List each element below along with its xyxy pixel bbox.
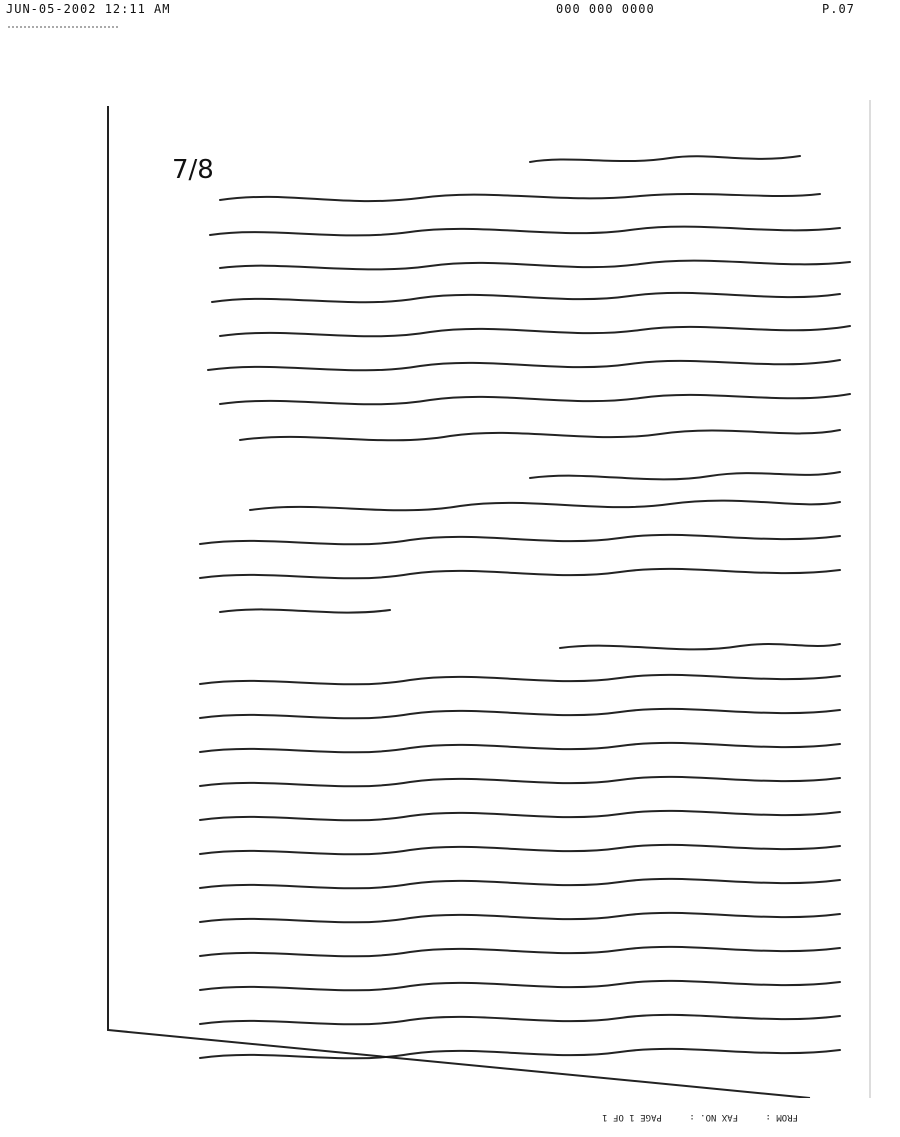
fax-footer: [118, 1100, 798, 1122]
fax-page-number: P.07: [822, 2, 855, 16]
fax-from-label: FROM :: [765, 1112, 798, 1122]
fax-date-time: JUN-05-2002 12:11 AM: [6, 2, 171, 16]
scan-noise-mark: [8, 22, 118, 32]
handwriting-image: [100, 100, 880, 1098]
fax-phone-number: 000 000 0000: [556, 2, 655, 16]
fax-header: [0, 0, 900, 18]
page-fraction-mark: 7/8: [172, 155, 214, 185]
fax-footer-page: PAGE 1 OF 1: [602, 1112, 662, 1122]
fax-number-label: FAX NO. :: [689, 1112, 739, 1122]
handwritten-letter-sheet: [100, 100, 880, 1098]
